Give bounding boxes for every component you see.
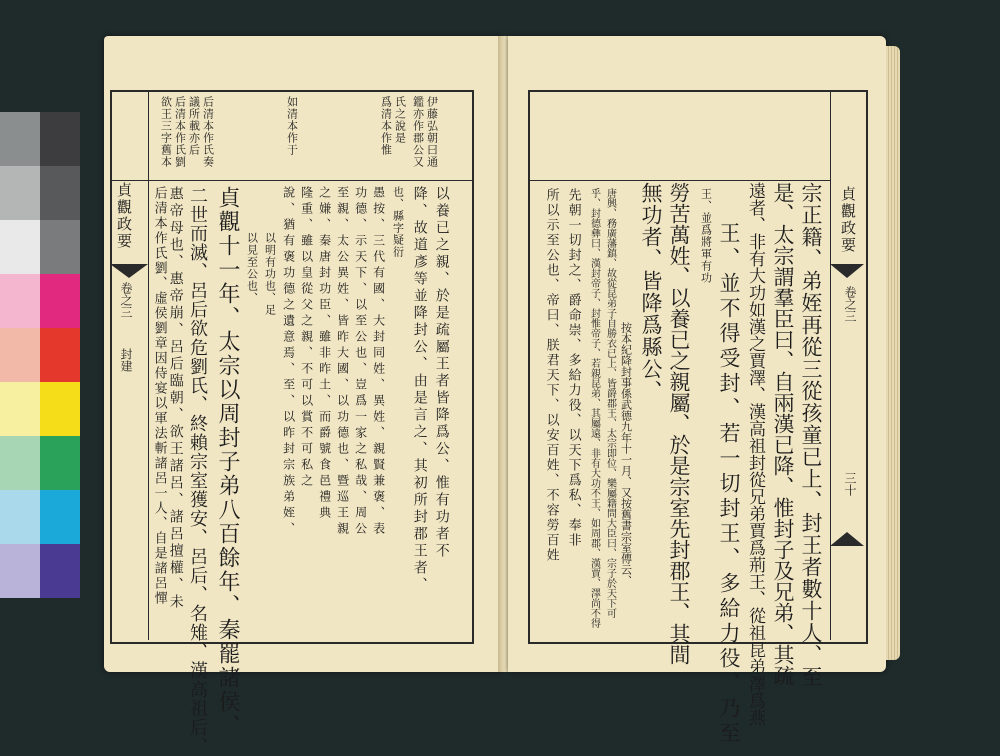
text-column: 愚按、三代有國、大封同姓、異姓、親賢兼褒、表 xyxy=(371,186,386,538)
calibration-swatch xyxy=(0,166,40,220)
calibration-swatch xyxy=(40,274,80,328)
text-column: 也、縣字疑衍 xyxy=(391,186,405,258)
headnote: 氏之說是 xyxy=(393,96,407,144)
headnote: 欲王三字舊本 xyxy=(159,96,173,168)
text-column: 至親、太公異姓、皆昨大國、以功德也、暨巡王親 xyxy=(335,186,350,538)
headnote: 議所載亦后 xyxy=(187,96,201,156)
calibration-swatch xyxy=(40,166,80,220)
calibration-swatch xyxy=(40,490,80,544)
text-column: 后清本作氏劉、虛侯劉章因侍宴以軍法斬諸呂一人、自是諸呂憚 xyxy=(151,186,167,606)
open-book xyxy=(96,32,904,756)
text-column: 功德、示天下、以至公也、豈爲一家之私哉、周公 xyxy=(353,186,368,538)
calibration-swatch xyxy=(40,112,80,166)
headnote: 后清本作氏劉 xyxy=(173,96,187,168)
text-column: 貞觀十一年、太宗以周封子弟八百餘年、秦罷諸侯、 xyxy=(215,186,240,738)
text-column: 是、太宗謂羣臣曰、自兩漢已降、惟封子及兄弟、其疏 xyxy=(771,182,795,686)
left-margin-title: 貞觀政要 xyxy=(115,182,133,250)
calibration-swatch xyxy=(0,328,40,382)
text-column: 以明有功也、足 xyxy=(263,232,277,316)
calibration-swatch xyxy=(0,544,40,598)
text-column: 乎、封德彝曰、漢封帝子、封惟帝子、若親昆弟、其屬遠、非有大功不王、如周郡、漢賈、澤尚不得 xyxy=(588,188,600,628)
calibration-swatch xyxy=(0,112,40,166)
text-column: 隆重、雖以皇從父之親、不可以賞不可私之 xyxy=(299,186,314,490)
calibration-swatch xyxy=(40,382,80,436)
calibration-swatch xyxy=(0,490,40,544)
calibration-swatch xyxy=(40,220,80,274)
left-margin-section: 封建 xyxy=(119,348,133,372)
headnote: 如清本作于 xyxy=(285,96,299,156)
right-header-rule xyxy=(530,180,830,181)
text-column: 惠帝母也、惠帝崩、呂后臨朝、欲王諸呂、諸呂擅權、未 xyxy=(167,186,184,611)
right-margin-title: 貞觀政要 xyxy=(839,186,857,254)
text-column: 唐興、務廣藩鎮、故從昆弟子自勝衣已上、皆爵郡王、太宗即位、樂屬籍問大臣曰、宗子於天下可 xyxy=(604,188,616,618)
text-column: 無功者、皆降爲縣公、 xyxy=(639,182,663,402)
page-edges xyxy=(886,46,900,660)
text-column: 二世而滅、呂后欲危劉氏、終賴宗室獲安、呂后、名雉、漢高祖后、 xyxy=(187,186,208,756)
folio-number: 三十 xyxy=(843,472,857,496)
text-column: 王、並爲將軍有功 xyxy=(699,188,713,284)
left-margin-volume: 卷之三 xyxy=(119,282,133,318)
calibration-swatch xyxy=(40,328,80,382)
left-header-rule xyxy=(110,180,472,181)
headnote: 爲清本作惟 xyxy=(379,96,393,156)
calibration-swatch xyxy=(0,220,40,274)
calibration-swatch xyxy=(40,436,80,490)
calibration-swatch xyxy=(0,382,40,436)
text-column: 之嫌、秦唐封功臣、雖非昨土、而爵號食邑禮典 xyxy=(317,186,332,522)
text-column: 勞苦萬姓、以養已之親屬、於是宗室先封郡王、其間 xyxy=(667,182,691,665)
right-margin-rule xyxy=(830,92,831,640)
text-column: 降、故道彥等並降封公、由是言之、其初所封郡王者、 xyxy=(411,186,428,594)
text-column: 王、並不得受封、若一切封王、多給力役、乃至 xyxy=(717,222,741,747)
headnote: 后清本作氏奏 xyxy=(201,96,215,168)
text-column: 遠者、非有大功如漢之賈澤、漢高祖封從兄弟賈爲荊王、從祖昆弟澤爲燕 xyxy=(745,182,765,726)
left-margin-rule xyxy=(148,92,149,640)
calibration-swatch xyxy=(0,274,40,328)
text-column: 所以示至公也、帝曰、朕君天下、以安百姓、不容勞百姓 xyxy=(543,188,559,563)
text-column: 按本紀降封事係武德九年十一月、又按舊書宗室傳云、 xyxy=(619,322,633,586)
calibration-swatch xyxy=(40,544,80,598)
headnote: 伊藤弘朝曰通 xyxy=(425,96,439,168)
fish-tail-mark xyxy=(830,532,864,546)
calibration-swatch xyxy=(0,436,40,490)
text-column: 說、猶有褒功德之遺意焉、至、以昨封宗族弟姪、 xyxy=(281,186,296,538)
text-column: 宗正籍、弟姪再從三從孩童已上、封王者數十人、至 xyxy=(799,182,823,688)
headnote: 鑑亦作郡公又 xyxy=(411,96,425,168)
fish-tail-mark xyxy=(830,264,864,278)
right-margin-volume: 卷之三 xyxy=(843,286,857,322)
text-column: 以養已之親、於是疏屬王者皆降爲公、惟有功者不 xyxy=(433,186,450,560)
text-column: 先朝一切封之、爵命崇、多給力役、以天下爲私、奉非 xyxy=(565,188,581,548)
text-column: 以見至公也、 xyxy=(245,232,259,304)
fish-tail-mark xyxy=(110,264,148,278)
color-calibration-strip xyxy=(0,112,80,600)
